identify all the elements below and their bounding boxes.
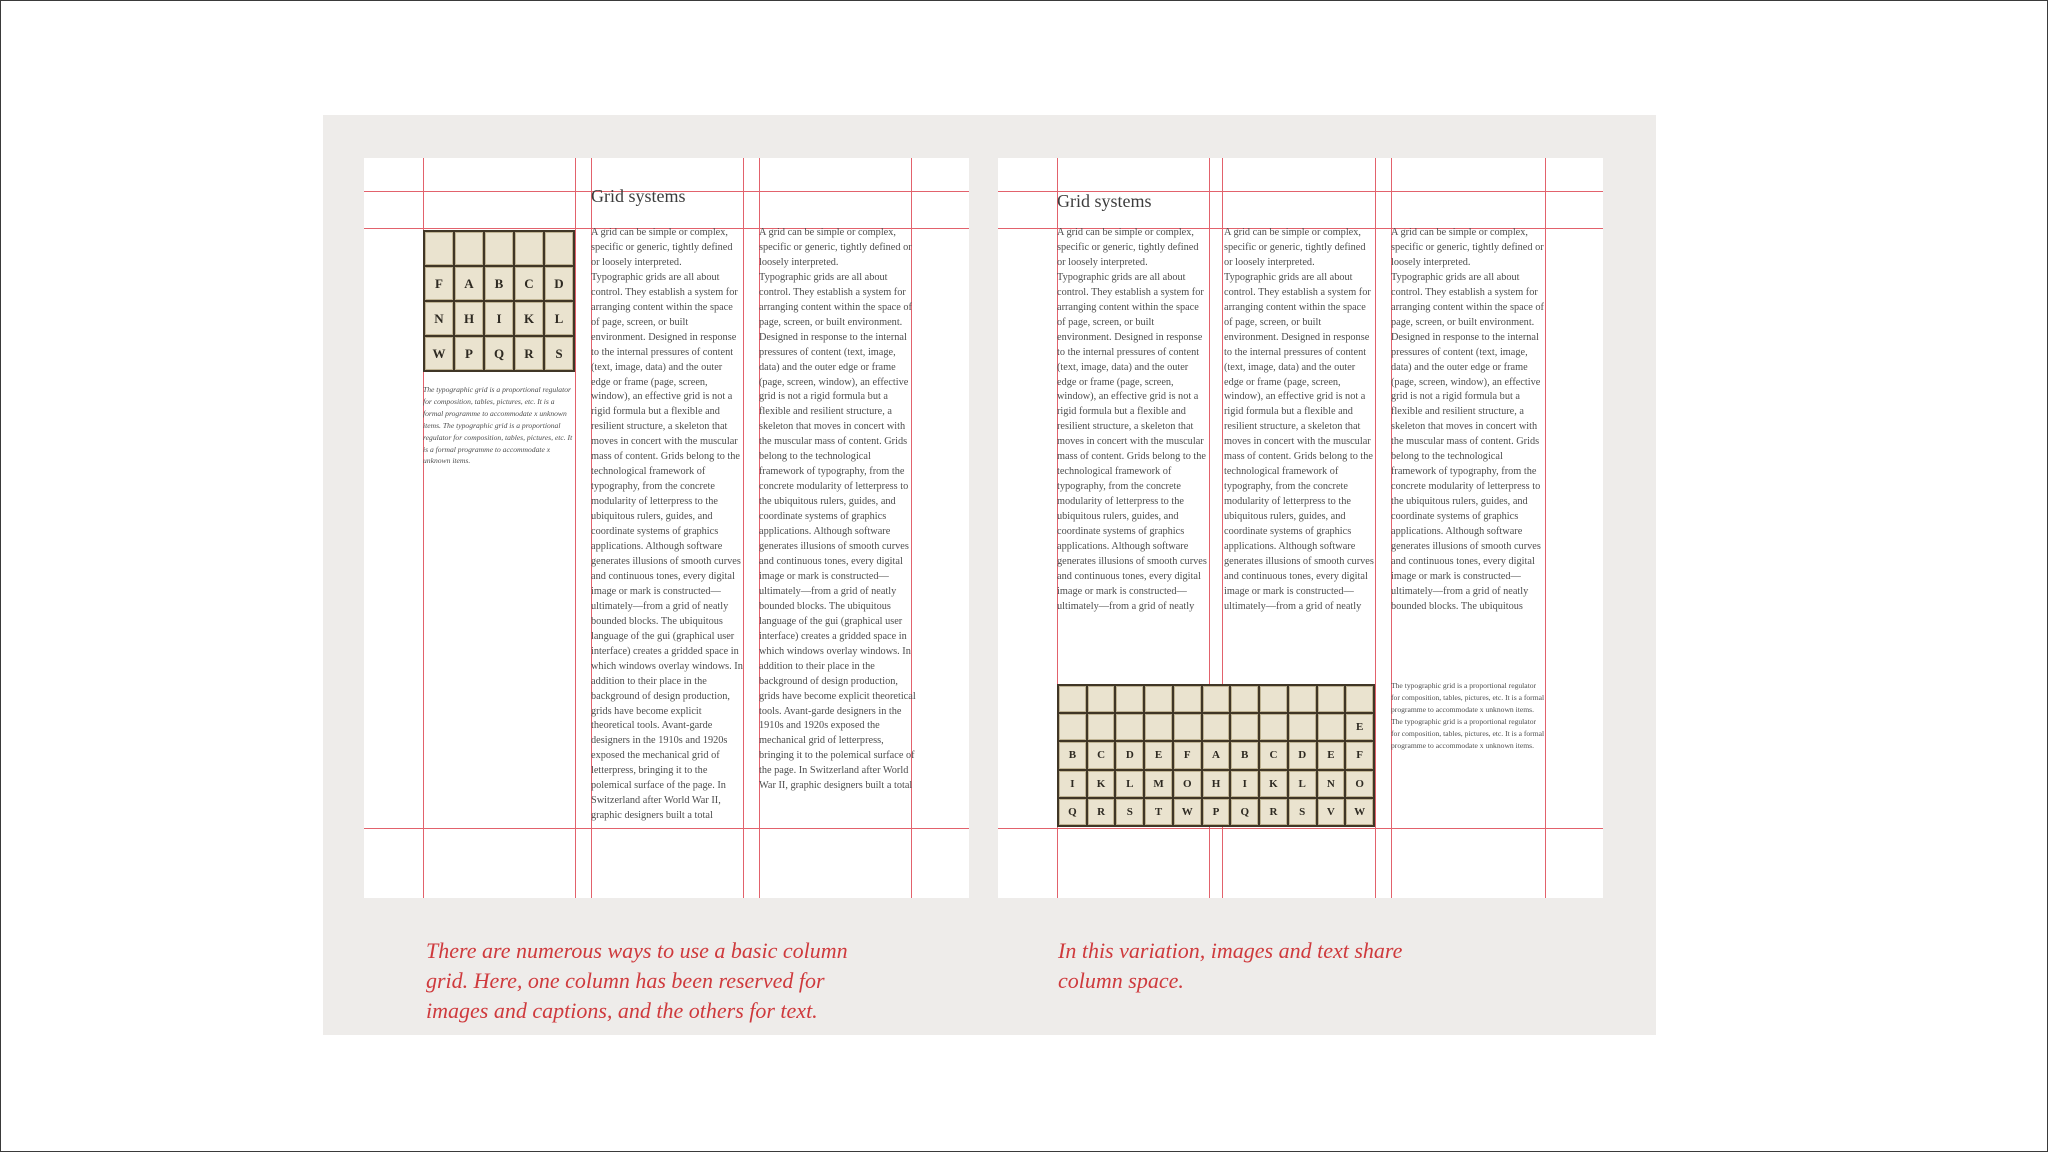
key-tile: B [485, 267, 513, 300]
key-tile: E [1346, 714, 1373, 740]
key-tile: O [1174, 771, 1201, 797]
key-tile: S [1289, 799, 1316, 825]
body-paragraph: A grid can be simple or complex, specific or generic, tightly defined or loosely interpreted. [1057, 227, 1199, 268]
page-title: Grid systems [591, 186, 686, 206]
key-tile: V [1318, 799, 1345, 825]
key-tile: P [455, 337, 483, 370]
key-tile: M [1145, 771, 1172, 797]
right-annotation: In this variation, images and text share column space. [1058, 938, 1403, 993]
key-tile: K [515, 302, 543, 335]
key-tile: W [1174, 799, 1201, 825]
key-tile: F [1346, 742, 1373, 768]
body-paragraph: A grid can be simple or complex, specific or generic, tightly defined or loosely interpreted. [759, 227, 912, 268]
key-tile [1289, 686, 1316, 712]
key-tile: Q [1231, 799, 1258, 825]
key-tile: R [515, 337, 543, 370]
key-tile: F [425, 267, 453, 300]
key-tile [1174, 686, 1201, 712]
key-tile: B [1059, 742, 1086, 768]
key-tile: A [1203, 742, 1230, 768]
key-tile: R [1088, 799, 1115, 825]
key-tile [1318, 714, 1345, 740]
grid-line [364, 828, 969, 829]
body-paragraph: Typographic grids are all about control. They establish a system for arranging content within the space of page, screen, or built environment. Designed in response to the internal pressures of content (text, image, data) and the outer edge or frame (page, screen, window), an effective grid is not a rigid formula but a flexible and resilient structure, a skeleton that moves in concert with the muscular mass of content. Grids belong to the technological framework of typography, from the concrete modularity of letterpress to the ubiquitous rulers, guides, and coordinate systems of graphics applications. Although software generates illusions of smooth curves and continuous tones, every digital image or mark is constructed—ultimately—from a grid of neatly bounded blocks. The ubiquitous language of the gui (graphical user interface) creates a gridded space in which windows overlay windows. In addition to their place in the background of design production, grids have become explicit theoretical tools. Avant-garde designers in the 1910s and 1920s exposed the mechanical grid of letterpress, bringing it to the polemical surface of the page. In Switzerland after World War II, graphic designers built a total [759, 271, 916, 792]
key-tile: F [1174, 742, 1201, 768]
body-text-column [591, 226, 743, 827]
image-caption [1391, 680, 1545, 780]
key-tile: W [1346, 799, 1373, 825]
key-tile [1318, 686, 1345, 712]
key-tile: W [425, 337, 453, 370]
key-tile [1231, 686, 1258, 712]
key-tile [1059, 714, 1086, 740]
key-tile [1116, 686, 1143, 712]
left-annotation: There are numerous ways to use a basic column grid. Here, one column has been reserved for images and captions, and the others for text. [426, 938, 848, 1023]
key-tile: D [1116, 742, 1143, 768]
key-tile: H [1203, 771, 1230, 797]
key-tile: C [1088, 742, 1115, 768]
body-paragraph: Typographic grids are all about control. They establish a system for arranging content within the space of page, screen, or built environment. Designed in response to the internal pressures of content (text, image, data) and the outer edge or frame (page, screen, window), an effective grid is not a rigid formula but a flexible and resilient structure, a skeleton that moves in concert with the muscular mass of content. Grids belong to the technological framework of typography, from the concrete modularity of letterpress to the ubiquitous rulers, guides, and coordinate systems of graphics applications. Although software generates illusions of smooth curves and continuous tones, every digital image or mark is constructed—ultimately—from a grid of neatly bounded blocks. The ubiquitous language of the gui (graphical user interface) creates a gridded space in which windows overlay windows. In addition to their place in the background of design production, grids have become explicit theoretical tools. Avant-garde designers in the 1910s and 1920s exposed the mechanical grid of letterpress, bringing it to the polemical surface of the page. In Switzerland after World War II, graphic designers built a total [591, 271, 743, 822]
body-paragraph: A grid can be simple or complex, specific or generic, tightly defined or loosely interpreted. [1224, 227, 1366, 268]
key-tile: R [1260, 799, 1287, 825]
page-title: Grid systems [1057, 191, 1152, 211]
body-paragraph: Typographic grids are all about control. They establish a system for arranging content within the space of page, screen, or built environment. Designed in response to the internal pressures of content (text, image, data) and the outer edge or frame (page, screen, window), an effective grid is not a rigid formula but a flexible and resilient structure, a skeleton that moves in concert with the muscular mass of content. Grids belong to the technological framework of typography, from the concrete modularity of letterpress to the ubiquitous rulers, guides, and coordinate systems of graphics applications. Although software generates illusions of smooth curves and continuous tones, every digital image or mark is constructed—ultimately—from a grid of neatly [1224, 271, 1374, 612]
body-paragraph: Typographic grids are all about control. They establish a system for arranging content within the space of page, screen, or built environment. Designed in response to the internal pressures of content (text, image, data) and the outer edge or frame (page, screen, window), an effective grid is not a rigid formula but a flexible and resilient structure, a skeleton that moves in concert with the muscular mass of content. Grids belong to the technological framework of typography, from the concrete modularity of letterpress to the ubiquitous rulers, guides, and coordinate systems of graphics applications. Although software generates illusions of smooth curves and continuous tones, every digital image or mark is constructed—ultimately—from a grid of neatly bounded blocks. The ubiquitous [1391, 271, 1544, 612]
key-tile: I [1231, 771, 1258, 797]
key-tile [1174, 714, 1201, 740]
key-tile: I [485, 302, 513, 335]
body-text-column [1057, 226, 1209, 616]
caption-paragraph: The typographic grid is a proportional regulator for composition, tables, pictures, etc. It is a formal programme to accommodate x unknown items. [1391, 681, 1545, 714]
key-tile: Q [485, 337, 513, 370]
body-paragraph: A grid can be simple or complex, specific or generic, tightly defined or loosely interpreted. [591, 227, 733, 268]
key-tile [1289, 714, 1316, 740]
key-tile [425, 232, 453, 265]
key-tile: I [1059, 771, 1086, 797]
key-tile: A [455, 267, 483, 300]
grid-line [743, 158, 744, 898]
key-tile [1145, 714, 1172, 740]
key-tile [1203, 686, 1230, 712]
body-paragraph: A grid can be simple or complex, specific or generic, tightly defined or loosely interpreted. [1391, 227, 1544, 268]
key-tile: H [455, 302, 483, 335]
key-tile: O [1346, 771, 1373, 797]
key-tile: N [425, 302, 453, 335]
left-page-spread [364, 158, 969, 898]
key-tile: C [1260, 742, 1287, 768]
key-tile [1346, 686, 1373, 712]
body-text-column [1224, 226, 1375, 616]
key-tile: Q [1059, 799, 1086, 825]
key-tile: T [1145, 799, 1172, 825]
key-tile [1145, 686, 1172, 712]
key-tile: K [1260, 771, 1287, 797]
body-text-column [1391, 226, 1545, 616]
key-tile [1088, 714, 1115, 740]
key-tile [1260, 686, 1287, 712]
right-page-spread [998, 158, 1603, 898]
key-tile: C [515, 267, 543, 300]
key-tile [515, 232, 543, 265]
grid-line [998, 828, 1603, 829]
body-text-column [759, 226, 917, 827]
key-tile [1116, 714, 1143, 740]
key-tile: L [545, 302, 573, 335]
key-tile [545, 232, 573, 265]
grid-line [1545, 158, 1546, 898]
grid-line [575, 158, 576, 898]
key-tile: E [1318, 742, 1345, 768]
key-tile: P [1203, 799, 1230, 825]
key-tile: E [1145, 742, 1172, 768]
key-tile: N [1318, 771, 1345, 797]
key-tile [1203, 714, 1230, 740]
key-tile: D [545, 267, 573, 300]
key-tile: D [1289, 742, 1316, 768]
key-tile: S [1116, 799, 1143, 825]
body-paragraph: Typographic grids are all about control. They establish a system for arranging content within the space of page, screen, or built environment. Designed in response to the internal pressures of content (text, image, data) and the outer edge or frame (page, screen, window), an effective grid is not a rigid formula but a flexible and resilient structure, a skeleton that moves in concert with the muscular mass of content. Grids belong to the technological framework of typography, from the concrete modularity of letterpress to the ubiquitous rulers, guides, and coordinate systems of graphics applications. Although software generates illusions of smooth curves and continuous tones, every digital image or mark is constructed—ultimately—from a grid of neatly [1057, 271, 1207, 612]
key-tile [1260, 714, 1287, 740]
key-tile [1059, 686, 1086, 712]
key-tile [455, 232, 483, 265]
caption-paragraph: The typographic grid is a proportional regulator for composition, tables, pictures, etc. It is a formal programme to accommodate x unknown items. [1391, 716, 1545, 750]
letterpress-image [1057, 684, 1375, 827]
key-tile [1088, 686, 1115, 712]
key-tile: L [1116, 771, 1143, 797]
key-tile [485, 232, 513, 265]
key-tile: S [545, 337, 573, 370]
letterpress-image [423, 230, 575, 372]
key-tile [1231, 714, 1258, 740]
key-tile: K [1088, 771, 1115, 797]
grid-line [1375, 158, 1376, 898]
key-tile: B [1231, 742, 1258, 768]
image-caption: The typographic grid is a proportional regulator for composition, tables, pictures, etc. It is a formal programme to accommodate x unknown items. The typographic grid is a proportional regulator for composition, tables, pictures, etc. It is a formal programme to accommodate x unknown items. [423, 385, 573, 466]
key-tile: L [1289, 771, 1316, 797]
